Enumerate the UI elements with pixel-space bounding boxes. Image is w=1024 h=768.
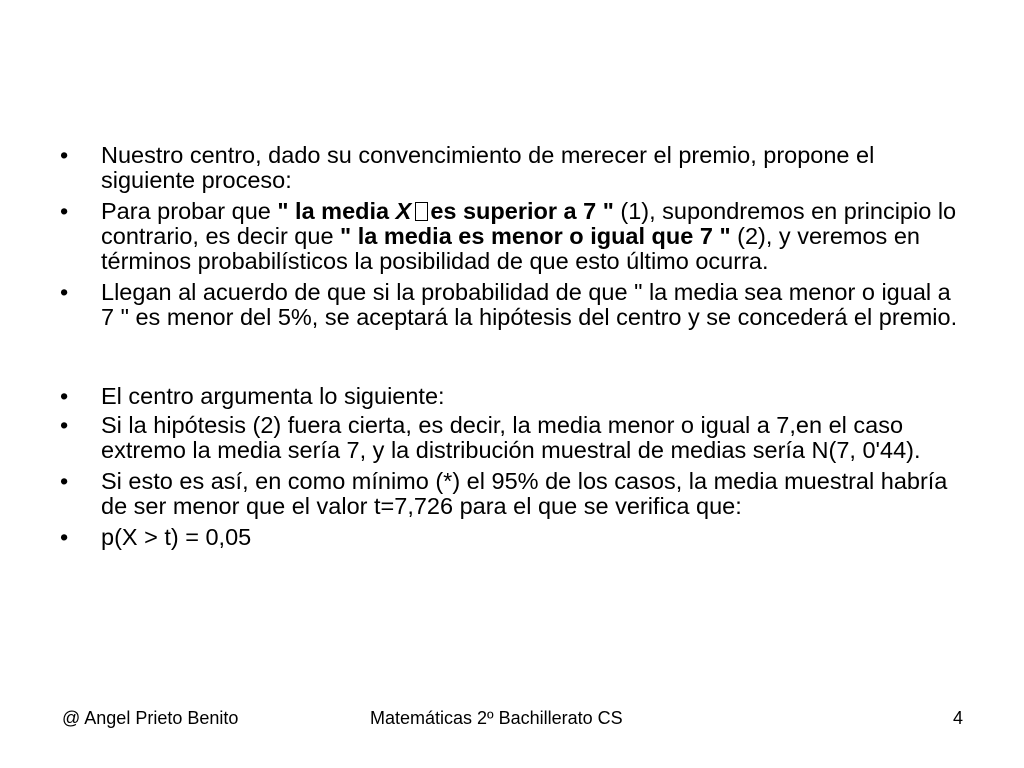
bullet-icon: • bbox=[60, 279, 69, 305]
bullet-item-4 bbox=[60, 384, 960, 409]
bullet-text: p(X > t) = 0,05 bbox=[101, 524, 252, 550]
bullet-text-pre: Para probar que bbox=[101, 198, 278, 224]
bullet-item-1 bbox=[60, 143, 960, 193]
footer-author: @ Angel Prieto Benito bbox=[62, 708, 239, 728]
bullet-item-2 bbox=[60, 199, 960, 274]
footer-page-number: 4 bbox=[953, 708, 964, 728]
bullet-item-6 bbox=[60, 469, 960, 519]
footer-course: Matemáticas 2º Bachillerato CS bbox=[370, 708, 623, 728]
bullet-item-3 bbox=[60, 280, 960, 330]
bullet-text: El centro argumenta lo siguiente: bbox=[101, 383, 445, 409]
mean-symbol: X bbox=[395, 198, 412, 224]
bullet-text-mid: (1), supondremos en principio lo contrario, es decir que bbox=[101, 198, 957, 249]
bullet-icon: • bbox=[60, 468, 69, 494]
bullet-item-5 bbox=[60, 413, 960, 463]
bullet-icon: • bbox=[60, 412, 69, 438]
bullet-text-post: (2), y veremos en términos probabilísticos la posibilidad de que esto último ocurra. bbox=[101, 223, 920, 274]
bullet-text: Si la hipótesis (2) fuera cierta, es decir, la media menor o igual a 7,en el caso extremo la media sería 7, y la distribución muestral de medias sería N(7, 0'44). bbox=[101, 412, 921, 463]
bullet-icon: • bbox=[60, 524, 69, 550]
bullet-text-bold1: " la media bbox=[277, 198, 396, 224]
bullet-text: Si esto es así, en como mínimo (*) el 95% de los casos, la media muestral habría de ser menor que el valor t=7,726 para el que se verifica que: bbox=[101, 468, 948, 519]
bullet-icon: • bbox=[60, 383, 69, 409]
bullet-icon: • bbox=[60, 198, 69, 224]
bullet-icon: • bbox=[60, 142, 69, 168]
bullet-text-bold3: " la media es menor o igual que 7 " bbox=[340, 223, 731, 249]
bullet-list bbox=[60, 143, 960, 556]
bullet-text: Llegan al acuerdo de que si la probabilidad de que " la media sea menor o igual a 7 " es menor del 5%, se aceptará la hipótesis del centro y se concederá el premio. bbox=[101, 279, 958, 330]
bullet-item-7 bbox=[60, 525, 960, 550]
bullet-text-bold2: es superior a 7 " bbox=[430, 198, 614, 224]
missing-glyph-icon bbox=[415, 202, 428, 221]
bullet-text: Nuestro centro, dado su convencimiento de merecer el premio, propone el siguiente proceso: bbox=[101, 142, 875, 193]
